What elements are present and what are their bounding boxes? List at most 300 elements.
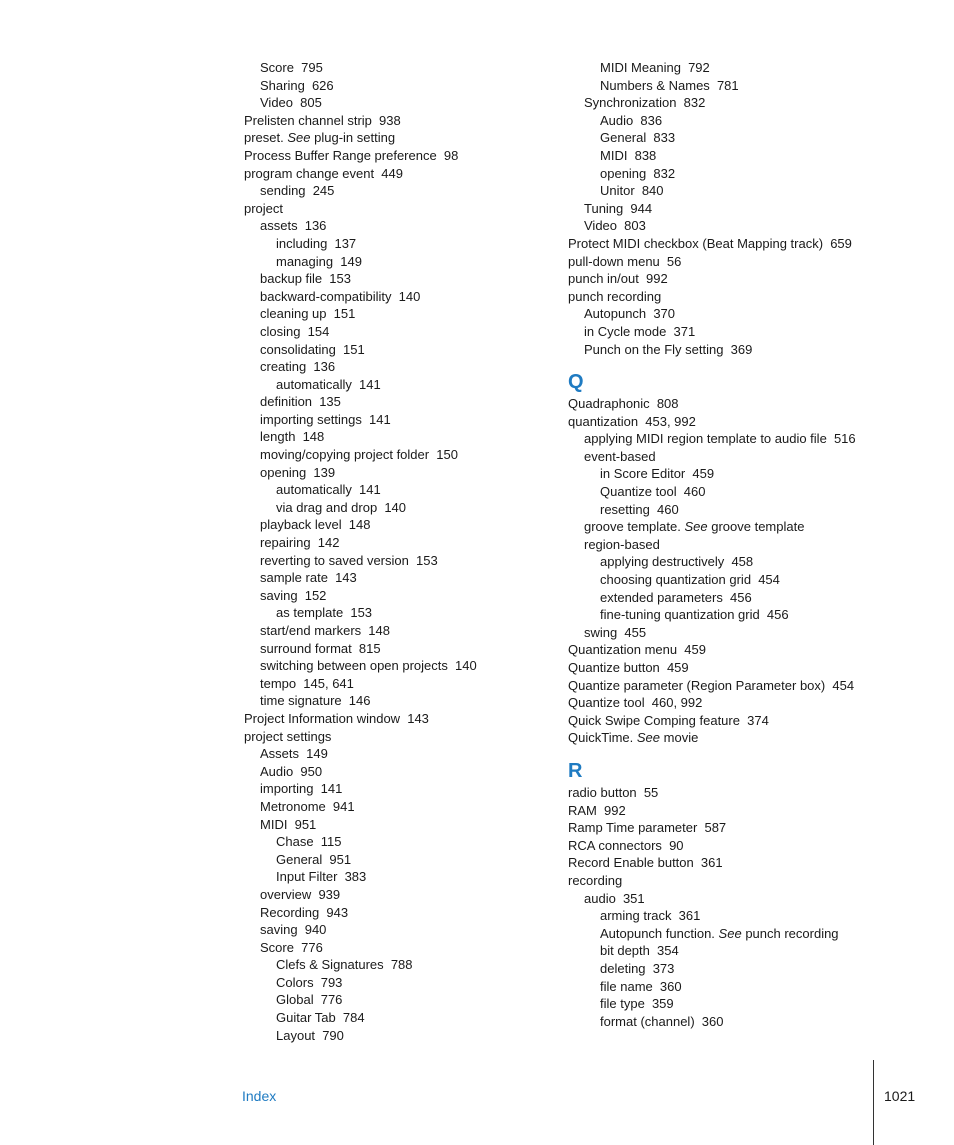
entry-term: in Cycle mode [584,323,667,339]
entry-term: Process Buffer Range preference [244,147,437,163]
index-entry [568,112,938,130]
entry-term: MIDI Meaning [600,60,681,75]
entry-pages: 153 [416,552,438,568]
entry-pages: 626 [311,77,334,93]
entry-term: punch recording [568,288,662,304]
entry-pages: 136 [313,359,336,375]
entry-term: Tuning [584,200,624,216]
index-entry [244,323,564,341]
index-entry [244,710,564,728]
entry-term: applying MIDI region template to audio file [584,431,827,447]
entry-pages: 383 [344,869,367,885]
entry-pages: 115 [320,834,342,850]
entry-term: quantization [568,413,639,429]
entry-term: in Score Editor [600,466,686,482]
index-entry [244,235,564,253]
index-entry [568,217,938,235]
entry-term: Protect MIDI checkbox (Beat Mapping track) [568,235,824,251]
index-entry [568,995,938,1013]
entry-term: saving [260,922,298,938]
entry-pages: 148 [368,623,390,638]
index-entry [244,411,564,429]
entry-pages: 460 [683,484,706,500]
index-entry [244,59,564,77]
entry-term: creating [260,359,307,375]
entry-pages: 148 [302,429,325,445]
entry-pages: 659 [830,235,852,251]
entry-term: Record Enable button [568,855,694,871]
index-entry [244,622,564,640]
index-entry [568,1013,938,1031]
entry-pages: 838 [634,147,657,163]
entry-pages: 154 [307,323,330,339]
entry-term: sample rate [260,570,328,586]
entry-term: punch in/out [568,271,639,287]
entry-term: resetting [600,501,650,517]
entry-term: Video [584,218,618,234]
entry-pages: 145, 641 [303,675,354,691]
entry-term: via drag and drop [276,499,378,515]
index-entry [244,728,564,746]
index-entry [568,854,938,872]
entry-term: cleaning up [260,306,327,322]
entry-term: General [600,130,647,146]
index-entry [244,1009,564,1027]
entry-term: sending [260,183,306,199]
entry-pages: 149 [306,746,328,762]
entry-pages: 56 [666,253,682,269]
index-entry [568,659,938,677]
entry-pages: 137 [334,235,357,251]
entry-pages: 460 [657,501,679,517]
index-entry [568,305,938,323]
entry-term: Quantize tool [600,484,677,500]
entry-pages: 788 [390,957,413,973]
entry-term: arming track [600,908,672,924]
index-entry [568,872,938,890]
entry-pages: 805 [300,95,322,111]
index-entry [568,677,938,695]
entry-pages: 792 [688,60,710,75]
entry-pages: 373 [652,960,675,976]
entry-term: Chase [276,834,314,850]
index-entry [568,712,938,730]
index-entry [568,978,938,996]
index-entry [568,341,938,359]
index-entry [244,253,564,271]
entry-pages: 361 [700,855,723,871]
index-entry [568,536,938,554]
index-entry [568,641,938,659]
see-reference-target: movie [663,730,699,746]
index-entry [244,288,564,306]
entry-pages: 153 [350,605,373,621]
entry-term: Layout [276,1027,316,1043]
entry-term: opening [600,165,647,181]
entry-pages: 98 [443,147,459,163]
entry-term: file type [600,996,645,1012]
index-entry [568,270,938,288]
entry-term: Numbers & Names [600,77,710,93]
entry-term: saving [260,587,298,603]
index-column-right [568,59,938,1030]
entry-term: Unitor [600,183,635,199]
entry-pages: 459 [692,466,715,482]
entry-pages: 151 [343,341,365,357]
entry-term: Score [260,60,294,75]
footer-section-label: Index [242,1088,277,1104]
entry-term: closing [260,323,301,339]
index-entry [568,837,938,855]
entry-pages: 140 [398,288,421,304]
index-entry [568,413,938,431]
index-entry [244,217,564,235]
index-entry [244,569,564,587]
entry-term: length [260,429,296,445]
index-entry [244,921,564,939]
index-entry [244,165,564,183]
entry-pages: 153 [329,271,351,287]
entry-term: Quantization menu [568,642,678,658]
index-entry [244,745,564,763]
entry-pages: 815 [358,640,381,656]
index-entry [568,77,938,95]
entry-term: file name [600,978,653,994]
see-reference-target: punch recording [745,925,839,941]
entry-pages: 944 [630,200,653,216]
index-entry [568,200,938,218]
entry-pages: 146 [348,693,371,709]
entry-term: Project Information window [244,710,401,726]
index-entry [244,112,564,130]
entry-term: fine-tuning quantization grid [600,607,760,623]
entry-term: Guitar Tab [276,1010,336,1026]
see-reference-target: groove template [711,519,805,535]
index-entry [568,288,938,306]
entry-pages: 836 [640,112,663,128]
entry-term: Clefs & Signatures [276,957,384,973]
entry-term: Quantize tool [568,695,645,711]
entry-pages: 149 [340,253,362,269]
entry-term: groove template. [584,519,681,535]
index-entry [568,448,938,466]
entry-term: Audio [260,763,294,779]
index-entry [244,182,564,200]
index-entry [568,819,938,837]
entry-pages: 456 [766,607,789,623]
index-entry [244,763,564,781]
entry-term: General [276,851,323,867]
index-entry [244,833,564,851]
entry-term: Quick Swipe Comping feature [568,712,740,728]
see-reference-label: See [287,130,311,146]
index-entry [568,960,938,978]
entry-pages: 940 [304,922,327,938]
entry-term: automatically [276,376,352,392]
index-entry [244,675,564,693]
entry-pages: 135 [319,394,341,410]
entry-pages: 141 [359,376,381,392]
entry-pages: 140 [384,499,407,515]
entry-term: switching between open projects [260,658,448,674]
entry-pages: 951 [294,816,317,832]
index-entry [244,499,564,517]
entry-term: assets [260,218,298,234]
index-entry [244,516,564,534]
entry-pages: 55 [643,784,659,800]
entry-term: Quadraphonic [568,396,650,412]
entry-pages: 371 [673,323,696,339]
entry-term: reverting to saved version [260,552,409,568]
entry-pages: 139 [313,464,336,480]
entry-term: Autopunch function. [600,925,715,941]
entry-term: deleting [600,960,646,976]
entry-pages: 152 [304,587,327,603]
entry-term: importing [260,781,314,797]
entry-term: choosing quantization grid [600,572,752,588]
entry-pages: 832 [653,165,676,181]
index-entry [244,94,564,112]
index-entry [244,816,564,834]
index-entry [568,729,938,747]
entry-pages: 142 [317,535,340,551]
entry-term: playback level [260,517,342,533]
entry-term: Ramp Time parameter [568,820,698,836]
entry-term: audio [584,890,616,906]
index-entry [568,784,938,802]
entry-pages: 840 [641,183,664,199]
entry-pages: 776 [301,939,323,955]
entry-term: RCA connectors [568,837,662,853]
index-entry [244,587,564,605]
entry-pages: 90 [669,837,684,853]
index-entry [244,534,564,552]
entry-pages: 360 [659,978,682,994]
index-entry [568,147,938,165]
index-entry [244,886,564,904]
see-reference-label: See [718,925,742,941]
entry-pages: 151 [333,306,356,322]
index-entry [568,907,938,925]
entry-pages: 833 [653,130,676,146]
entry-term: project settings [244,728,332,744]
entry-term: extended parameters [600,589,723,605]
entry-pages: 951 [329,851,352,867]
entry-term: QuickTime. [568,730,634,746]
entry-pages: 370 [653,306,676,322]
index-entry [244,692,564,710]
entry-pages: 136 [304,218,327,234]
page-number: 1021 [884,1088,916,1104]
index-entry [568,571,938,589]
index-entry [244,868,564,886]
entry-pages: 141 [320,781,343,797]
entry-pages: 459 [666,660,689,675]
index-entry [244,657,564,675]
entry-term: Score [260,939,294,955]
index-entry [244,341,564,359]
index-entry [568,323,938,341]
index-entry [244,552,564,570]
index-entry [244,147,564,165]
entry-term: radio button [568,784,637,800]
entry-pages: 140 [455,658,477,674]
index-entry [568,624,938,642]
index-entry [568,501,938,519]
index-entry [568,465,938,483]
entry-term: RAM [568,802,597,818]
entry-term: Assets [260,746,300,762]
entry-pages: 351 [622,890,645,906]
see-reference-target: plug-in setting [314,130,396,146]
index-entry [568,942,938,960]
footer-divider [873,1060,874,1145]
index-entry [244,481,564,499]
index-column-left [244,59,564,1044]
entry-pages: 458 [731,554,754,570]
entry-term: event-based [584,448,656,464]
index-entry [568,802,938,820]
entry-term: tempo [260,675,297,691]
entry-term: project [244,200,284,216]
index-entry [244,77,564,95]
entry-pages: 950 [300,763,323,779]
entry-pages: 808 [656,396,679,412]
entry-pages: 793 [320,974,343,990]
entry-pages: 516 [833,431,856,447]
index-entry [244,604,564,622]
entry-term: Sharing [260,77,305,93]
index-entry [568,518,938,536]
entry-term: applying destructively [600,554,725,570]
see-reference-label: See [636,730,661,746]
entry-pages: 454 [832,677,855,693]
index-entry [568,553,938,571]
entry-term: Prelisten channel strip [244,112,372,128]
entry-term: time signature [260,693,342,709]
entry-term: backup file [260,271,323,287]
entry-pages: 784 [342,1010,365,1026]
entry-pages: 143 [407,710,429,726]
entry-pages: 776 [320,992,343,1008]
entry-pages: 941 [332,798,355,814]
entry-pages: 453, 992 [645,413,696,429]
entry-term: Synchronization [584,95,677,111]
entry-term: Audio [600,112,634,128]
index-entry [244,798,564,816]
index-entry [244,851,564,869]
index-entry [568,483,938,501]
entry-term: format (channel) [600,1013,695,1029]
index-entry [568,694,938,712]
entry-pages: 141 [359,482,381,498]
entry-term: recording [568,872,623,888]
entry-pages: 939 [318,886,341,902]
index-entry [244,200,564,218]
entry-term: MIDI [600,147,628,163]
index-entry [568,235,938,253]
entry-term: region-based [584,536,660,552]
entry-pages: 992 [604,802,626,818]
index-entry [568,430,938,448]
entry-term: backward-compatibility [260,288,392,304]
index-entry [244,393,564,411]
entry-pages: 460, 992 [651,695,703,711]
entry-pages: 245 [312,183,335,199]
entry-term: Recording [260,904,320,920]
index-entry [568,182,938,200]
entry-term: program change event [244,165,375,181]
entry-term: preset. [244,130,284,146]
index-entry [244,376,564,394]
entry-term: surround format [260,640,352,656]
entry-term: Input Filter [276,869,338,885]
entry-term: pull-down menu [568,253,660,269]
entry-term: Autopunch [584,306,647,322]
entry-pages: 449 [381,165,403,181]
index-entry [568,129,938,147]
entry-term: opening [260,464,307,480]
entry-pages: 354 [657,943,679,959]
entry-pages: 148 [348,517,371,533]
index-entry [244,305,564,323]
index-entry [568,59,938,77]
entry-pages: 150 [436,447,458,463]
index-entry [568,94,938,112]
index-entry [244,904,564,922]
entry-term: definition [260,394,313,410]
entry-term: swing [584,624,618,640]
section-letter: Q [568,371,584,394]
entry-pages: 832 [683,95,706,111]
entry-pages: 456 [730,589,752,605]
index-entry [244,640,564,658]
see-reference-label: See [684,519,708,535]
entry-term: overview [260,886,312,902]
entry-term: moving/copying project folder [260,447,430,463]
index-entry [568,589,938,607]
entry-term: managing [276,253,334,269]
entry-pages: 141 [369,411,391,427]
index-entry [244,428,564,446]
entry-pages: 938 [379,112,401,128]
index-entry [244,464,564,482]
entry-term: automatically [276,482,352,498]
index-entry [568,606,938,624]
entry-term: as template [276,605,344,621]
entry-term: Video [260,95,294,111]
entry-term: Metronome [260,798,326,814]
entry-term: Punch on the Fly setting [584,341,724,357]
index-entry [244,270,564,288]
entry-term: start/end markers [260,623,362,638]
index-entry [568,165,938,183]
entry-pages: 143 [335,570,357,586]
entry-term: importing settings [260,411,362,427]
entry-term: MIDI [260,816,288,832]
entry-pages: 459 [684,642,706,658]
index-entry [244,1027,564,1045]
entry-term: consolidating [260,341,336,357]
index-entry [568,395,938,413]
entry-pages: 455 [624,624,647,640]
index-entry [244,991,564,1009]
entry-pages: 795 [301,60,323,75]
index-entry [244,974,564,992]
entry-pages: 803 [624,218,646,234]
index-entry [244,956,564,974]
index-entry [244,358,564,376]
